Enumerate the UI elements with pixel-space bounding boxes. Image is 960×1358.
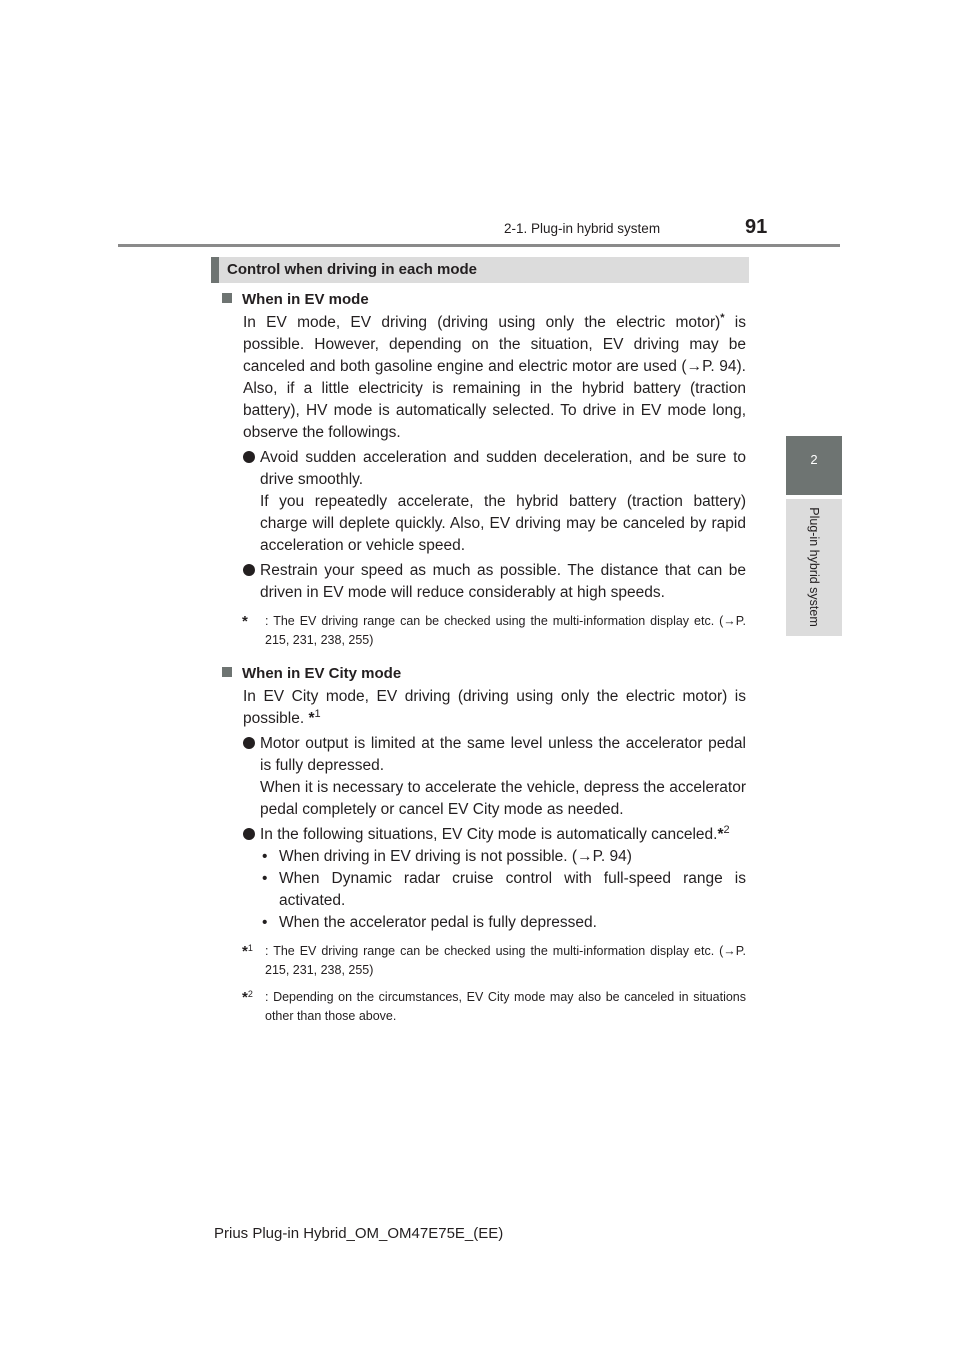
sub-item-text: When Dynamic radar cruise control with full-speed range is activated.	[279, 870, 746, 909]
footnote-star: *	[242, 989, 248, 1006]
footnote-mark	[242, 988, 253, 1008]
bullet-text: Avoid sudden acceleration and sudden deceleration, and be sure to drive smoothly.	[260, 449, 746, 488]
footnote-text: : The EV driving range can be checked using the multi-information display etc. (→P. 215, 231, 238, 255)	[265, 614, 746, 647]
bullet-icon	[243, 564, 255, 576]
bullet-icon	[243, 451, 255, 463]
footnote-mark	[242, 942, 253, 962]
footnote-mark	[242, 612, 248, 632]
section-heading	[211, 257, 749, 283]
sub-item-text: When driving in EV driving is not possible. (→P. 94)	[279, 848, 632, 865]
heading-accent	[211, 257, 219, 283]
ev-city-mode-title: When in EV City mode	[242, 665, 402, 682]
document-footer: Prius Plug-in Hybrid_OM_OM47E75E_(EE)	[214, 1225, 504, 1242]
list-item	[260, 447, 746, 557]
bullet-text	[260, 824, 746, 846]
page-number: 91	[745, 216, 768, 238]
header-rule	[118, 244, 840, 247]
footnote-star: *	[242, 943, 248, 960]
square-bullet-icon	[222, 667, 232, 677]
list-item	[260, 733, 746, 821]
bullet-detail: When it is necessary to accelerate the vehicle, depress the accelerator pedal completely or cancel EV City mode as needed.	[260, 779, 746, 818]
ev-city-mode-intro	[243, 686, 746, 730]
footnote-text: : The EV driving range can be checked using the multi-information display etc. (→P. 215, 231, 238, 255)	[265, 944, 746, 977]
sub-list-item	[262, 846, 746, 868]
footnote	[222, 942, 746, 980]
footnote-ref: *	[308, 710, 315, 727]
footnote	[222, 988, 746, 1026]
square-bullet-icon	[222, 293, 232, 303]
ev-mode-title: When in EV mode	[242, 291, 369, 308]
ev-mode-subheading	[222, 288, 746, 312]
sub-item-text: When the accelerator pedal is fully depressed.	[279, 914, 597, 931]
footnote-ref-number: 1	[314, 707, 321, 720]
bullet-icon	[243, 737, 255, 749]
bullet-detail: If you repeatedly accelerate, the hybrid battery (traction battery) charge will deplete quickly. Also, EV driving may be canceled by rapid acceleration or vehicle speed.	[260, 493, 746, 554]
ev-city-mode-subheading	[222, 662, 746, 686]
middle-dot-icon: •	[262, 914, 268, 931]
footnote	[222, 612, 746, 650]
bullet-text: Motor output is limited at the same level unless the accelerator pedal is fully depressed.	[260, 735, 746, 774]
section-reference: 2-1. Plug-in hybrid system	[504, 221, 661, 236]
bullet-icon	[243, 828, 255, 840]
ev-mode-intro-text: In EV mode, EV driving (driving using only the electric motor)	[243, 314, 721, 331]
bullet-text: Restrain your speed as much as possible. The distance that can be driven in EV mode will reduce considerably at high speeds.	[260, 562, 746, 601]
middle-dot-icon: •	[262, 870, 268, 887]
section-heading-text: Control when driving in each mode	[227, 261, 478, 278]
middle-dot-icon: •	[262, 848, 268, 865]
footnote-ref: *	[720, 311, 725, 324]
footnote-text: : Depending on the circumstances, EV City mode may also be canceled in situations other than those above.	[265, 990, 746, 1023]
footnote-ref-number: 2	[723, 823, 730, 836]
list-item	[260, 824, 746, 846]
footnote-star: *	[242, 613, 248, 630]
ev-mode-intro-text-cont: is possible. However, depending on the situation, EV driving may be canceled and both gasoline engine and electric motor are used (→P. 94). Also, if a little electricity is remaining in the hybrid battery (traction battery), HV mode is automatically selected. To drive in EV mode long, observe the followings.	[243, 314, 746, 441]
footnote-number: 1	[247, 942, 253, 953]
chapter-tab[interactable]	[786, 436, 842, 495]
ev-mode-intro	[243, 312, 746, 444]
ev-city-intro-text: In EV City mode, EV driving (driving using only the electric motor) is possible.	[243, 688, 746, 727]
footnote-ref: *	[717, 826, 724, 843]
page-content	[222, 288, 746, 1026]
footnote-number: 2	[247, 988, 253, 999]
bullet-text-main: In the following situations, EV City mode is automatically canceled.	[260, 826, 718, 843]
chapter-number: 2	[810, 452, 818, 467]
chapter-label: Plug-in hybrid system	[807, 507, 821, 627]
list-item	[260, 560, 746, 604]
sub-list-item	[262, 868, 746, 912]
sub-list-item	[262, 912, 746, 934]
